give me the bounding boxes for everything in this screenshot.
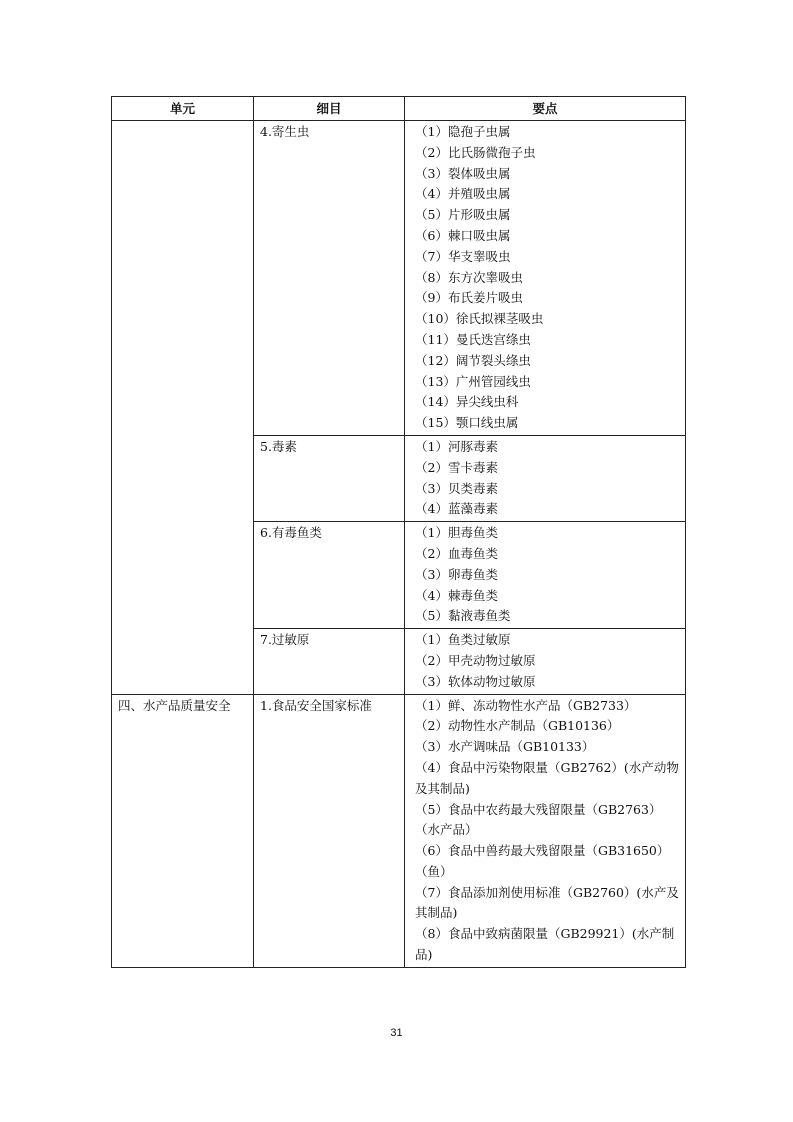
point-item: （7）食品添加剂使用标准（GB2760）(水产及其制品): [415, 884, 679, 921]
point-item: （9）布氏姜片吸虫: [415, 290, 523, 306]
points-cell: [405, 121, 686, 436]
point-item: （4）棘毒鱼类: [415, 587, 498, 603]
unit-cell: [112, 121, 254, 695]
point-item: （5）黏液毒鱼类: [415, 608, 511, 624]
item-cell: 6.有毒鱼类: [254, 522, 405, 629]
point-item: （4）蓝藻毒素: [415, 501, 498, 517]
point-item: （3）软体动物过敏原: [415, 673, 536, 689]
points-cell: [405, 629, 686, 694]
point-item: （1）鱼类过敏原: [415, 632, 511, 648]
point-item: （10）徐氏拟裸茎吸虫: [415, 311, 544, 327]
point-item: （7）华支睾吸虫: [415, 248, 511, 264]
table-row: [112, 694, 686, 967]
point-item: （3）裂体吸虫属: [415, 165, 511, 181]
item-cell: 5.毒素: [254, 435, 405, 521]
point-item: （2）雪卡毒素: [415, 459, 498, 475]
page-number: 31: [390, 1027, 403, 1039]
point-item: （15）颚口线虫属: [415, 415, 519, 431]
header-points: 要点: [405, 97, 686, 121]
point-item: （1）鲜、冻动物性水产品（GB2733）: [415, 697, 637, 713]
point-item: （2）比氏肠微孢子虫: [415, 144, 536, 160]
points-cell: [405, 694, 686, 967]
syllabus-table: [111, 96, 686, 968]
unit-cell: 四、水产品质量安全: [112, 694, 254, 967]
point-item: （3）水产调味品（GB10133）: [415, 739, 595, 755]
point-item: （5）食品中农药最大残留限量（GB2763）（水产品）: [415, 801, 662, 838]
point-item: （1）隐孢子虫属: [415, 124, 511, 139]
point-item: （8）东方次睾吸虫: [415, 269, 523, 285]
point-item: （5）片形吸虫属: [415, 207, 511, 223]
header-item: 细目: [254, 97, 405, 121]
point-item: （6）棘口吸虫属: [415, 227, 511, 243]
header-unit: 单元: [112, 97, 254, 121]
point-item: （4）并殖吸虫属: [415, 186, 511, 202]
point-item: （14）异尖线虫科: [415, 394, 519, 410]
table-row: [112, 121, 686, 436]
point-item: （8）食品中致病菌限量（GB29921）(水产制品): [415, 926, 675, 963]
point-item: （2）动物性水产制品（GB10136）: [415, 718, 620, 734]
point-item: （12）阔节裂头绦虫: [415, 352, 531, 368]
table-header-row: [112, 97, 686, 121]
point-item: （1）河豚毒素: [415, 438, 498, 454]
point-item: （11）曼氏迭宫绦虫: [415, 331, 531, 347]
points-cell: [405, 435, 686, 521]
point-item: （1）胆毒鱼类: [415, 525, 498, 541]
point-item: （3）卵毒鱼类: [415, 566, 498, 582]
points-cell: [405, 522, 686, 629]
point-item: （3）贝类毒素: [415, 480, 498, 496]
point-item: （2）血毒鱼类: [415, 545, 498, 561]
point-item: （4）食品中污染物限量（GB2762）(水产动物及其制品): [415, 759, 679, 796]
item-cell: 1.食品安全国家标准: [254, 694, 405, 967]
item-cell: 4.寄生虫: [254, 121, 405, 436]
point-item: （2）甲壳动物过敏原: [415, 652, 536, 668]
item-cell: 7.过敏原: [254, 629, 405, 694]
point-item: （6）食品中兽药最大残留限量（GB31650）（鱼）: [415, 843, 670, 879]
point-item: （13）广州管园线虫: [415, 373, 531, 389]
